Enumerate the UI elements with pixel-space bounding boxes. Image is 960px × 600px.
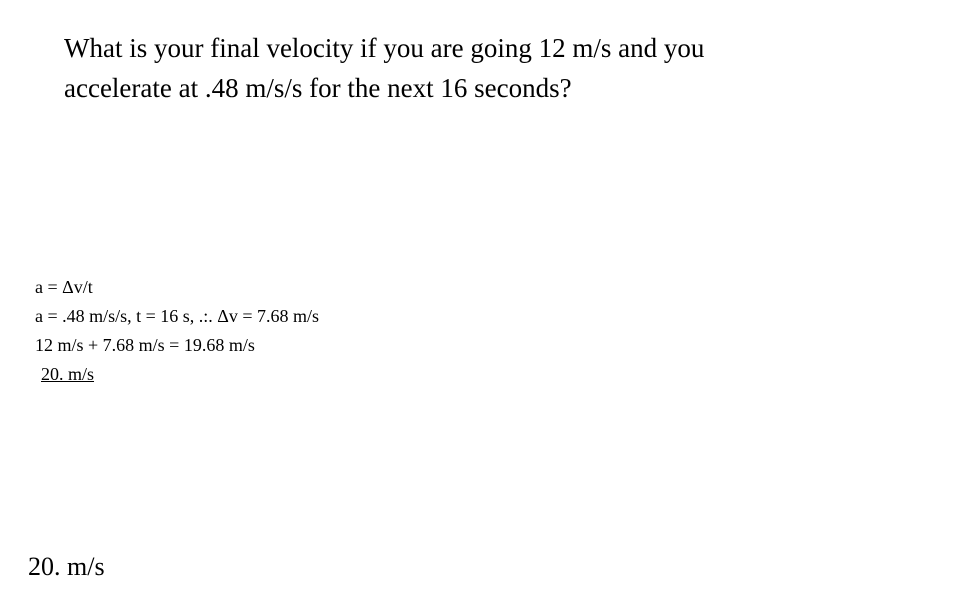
- given-values-line: a = .48 m/s/s, t = 16 s, .:. Δv = 7.68 m/s: [35, 306, 320, 326]
- sum-line: 12 m/s + 7.68 m/s = 19.68 m/s: [35, 335, 255, 355]
- final-answer: 20. m/s: [28, 552, 105, 581]
- rounded-answer: 20. m/s: [41, 364, 95, 384]
- question-text: [64, 28, 924, 108]
- solution-steps: [35, 273, 319, 389]
- question-line-2: accelerate at .48 m/s/s for the next 16 seconds?: [64, 73, 572, 103]
- question-line-1: What is your final velocity if you are going 12 m/s and you: [64, 33, 705, 63]
- formula-line: a = Δv/t: [35, 277, 93, 297]
